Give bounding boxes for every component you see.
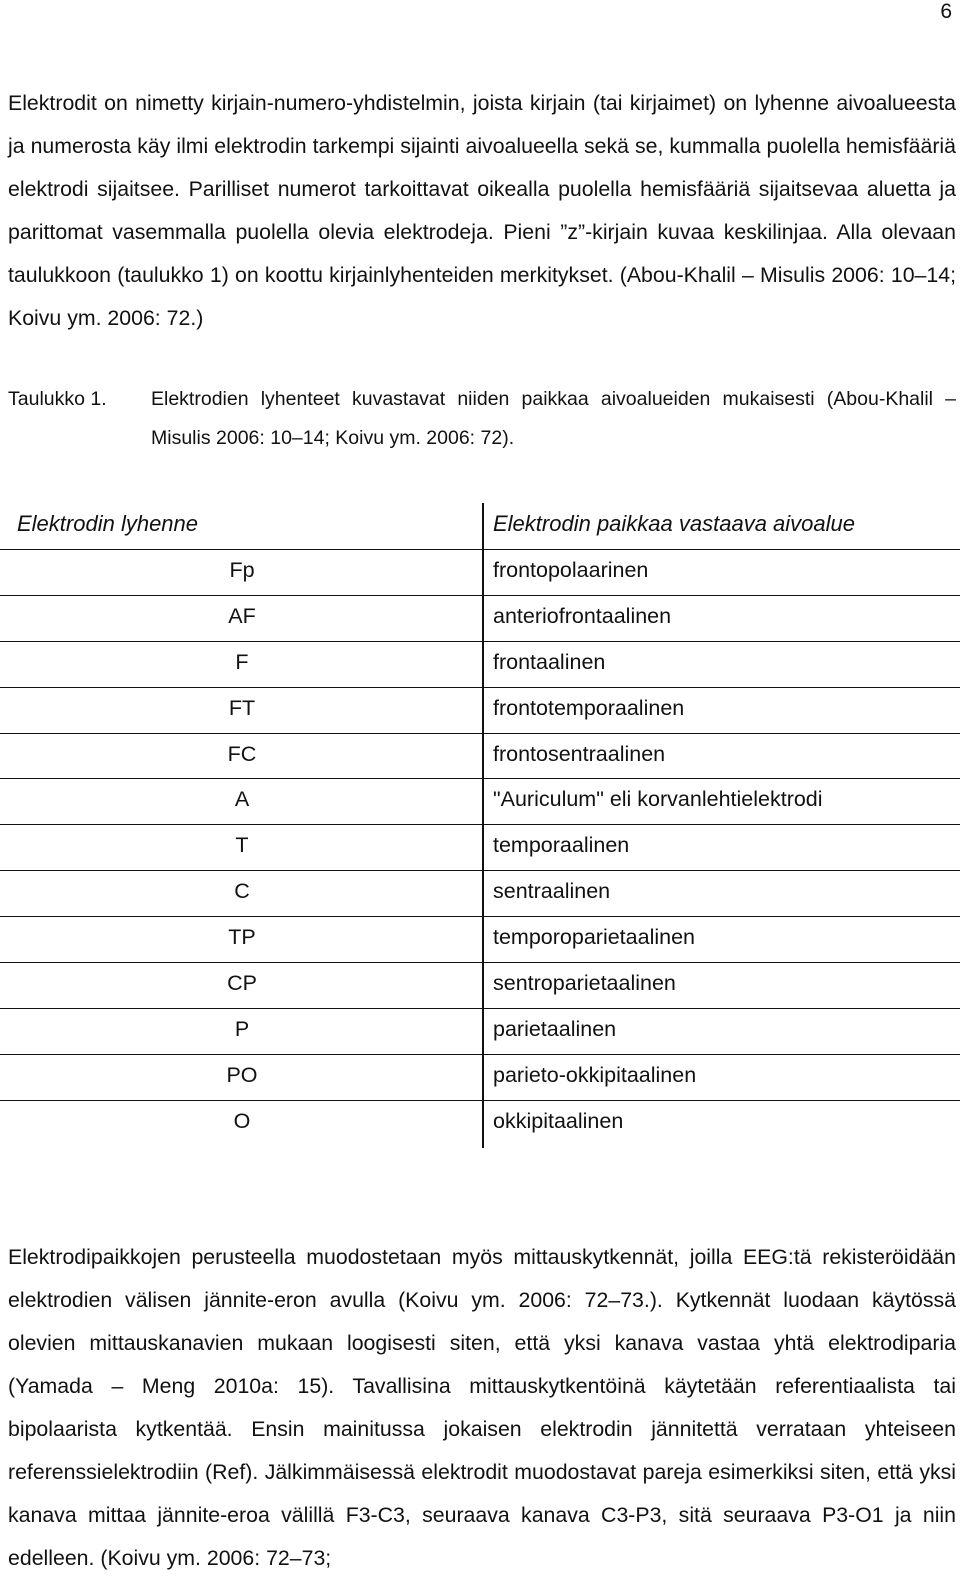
cell-region: temporaalinen bbox=[493, 833, 630, 858]
table-row bbox=[0, 1101, 960, 1147]
table-row bbox=[0, 1009, 960, 1055]
cell-abbreviation: FC bbox=[227, 741, 257, 766]
cell-abbreviation: AF bbox=[228, 603, 256, 628]
table-row bbox=[0, 917, 960, 963]
table-row bbox=[0, 825, 960, 871]
page-number: 6 bbox=[940, 0, 952, 23]
cell-abbreviation: Fp bbox=[229, 558, 255, 582]
cell-region: parieto-okkipitaalinen bbox=[493, 1062, 697, 1087]
table-row bbox=[0, 734, 960, 780]
cell-region: okkipitaalinen bbox=[493, 1108, 624, 1133]
body-paragraph: Elektrodipaikkojen perusteella muodostetaan myös mittauskytkennät, joilla EEG:tä rekisteröidään elektrodien välisen jännite-eron avulla (Koivu ym. 2006: 72–73.). Kytkennät luodaan käytössä olevien mittauskanavien mukaan loogisesti siten, että yksi kanava vastaa yhtä elektrodiparia (Yamada – Meng 2010a: 15). Tavallisina mittauskytkentöinä käytetään referentiaalista tai bipolaarista kytkentää. Ensin mainitussa jokaisen elektrodin jännitettä verrataan yhteiseen referenssielektrodiin (Ref). Jälkimmäisessä elektrodit muodostavat pareja esimerkiksi siten, että yksi kanava mittaa jännite-eroa välillä F3-C3, seuraava kanava C3-P3, sitä seuraava P3-O1 ja niin edelleen. (Koivu ym. 2006: 72–73; bbox=[8, 1245, 956, 1570]
cell-region: sentraalinen bbox=[493, 879, 611, 904]
cell-abbreviation: P bbox=[234, 1016, 250, 1041]
table-row bbox=[0, 550, 960, 596]
cell-abbreviation: CP bbox=[227, 971, 257, 996]
cell-region: temporoparietaalinen bbox=[493, 925, 695, 950]
table-header bbox=[0, 503, 960, 550]
intro-paragraph: Elektrodit on nimetty kirjain-numero-yhdistelmin, joista kirjain (tai kirjaimet) on lyhenne aivoalueesta ja numerosta käy ilmi elektrodin tarkempi sijainti aivoalueella sekä se, kummalla puolella hemisfääriä elektrodi sijaitsee. Parilliset numerot tarkoittavat oikealla puolella hemisfääriä sijaitsevaa aluetta ja parittomat vasemmalla puolella olevia elektrodeja. Pieni ”z”-kirjain kuvaa keskilinjaa. Alla olevaan taulukkoon (taulukko 1) on koottu kirjainlyhenteiden merkitykset. (Abou-Khalil – Misulis 2006: 10–14; Koivu ym. 2006: 72.) bbox=[8, 91, 956, 330]
cell-abbreviation: A bbox=[234, 787, 250, 812]
cell-abbreviation: O bbox=[233, 1108, 251, 1133]
table-row bbox=[0, 596, 960, 642]
table-row bbox=[0, 779, 960, 825]
cell-region: parietaalinen bbox=[493, 1016, 617, 1041]
caption-text: Elektrodien lyhenteet kuvastavat niiden paikkaa aivoalueiden mukaisesti (Abou-Khalil – Misulis 2006: 10–14; Koivu ym. 2006: 72). bbox=[151, 388, 956, 449]
cell-region: anteriofrontaalinen bbox=[493, 603, 672, 628]
cell-region: sentroparietaalinen bbox=[493, 971, 676, 996]
cell-region: frontaalinen bbox=[493, 649, 606, 674]
table-row bbox=[0, 963, 960, 1009]
cell-abbreviation: TP bbox=[228, 925, 256, 950]
column-header-region: Elektrodin paikkaa vastaava aivoalue bbox=[493, 511, 856, 536]
cell-region: frontotemporaalinen bbox=[493, 695, 685, 720]
table-row bbox=[0, 1055, 960, 1101]
table-row bbox=[0, 642, 960, 688]
cell-abbreviation: F bbox=[235, 649, 249, 674]
cell-abbreviation: PO bbox=[226, 1062, 258, 1087]
cell-region: "Auriculum" eli korvanlehtielektrodi bbox=[493, 787, 823, 812]
cell-abbreviation: T bbox=[235, 833, 249, 858]
cell-region: frontopolaarinen bbox=[493, 558, 649, 582]
cell-abbreviation: FT bbox=[228, 695, 256, 720]
table-row bbox=[0, 688, 960, 734]
caption-label: Taulukko 1. bbox=[8, 388, 107, 410]
electrode-table bbox=[0, 503, 960, 1147]
cell-region: frontosentraalinen bbox=[493, 741, 666, 766]
cell-abbreviation: C bbox=[234, 879, 250, 904]
column-header-abbreviation: Elektrodin lyhenne bbox=[17, 511, 199, 536]
table-row bbox=[0, 871, 960, 917]
